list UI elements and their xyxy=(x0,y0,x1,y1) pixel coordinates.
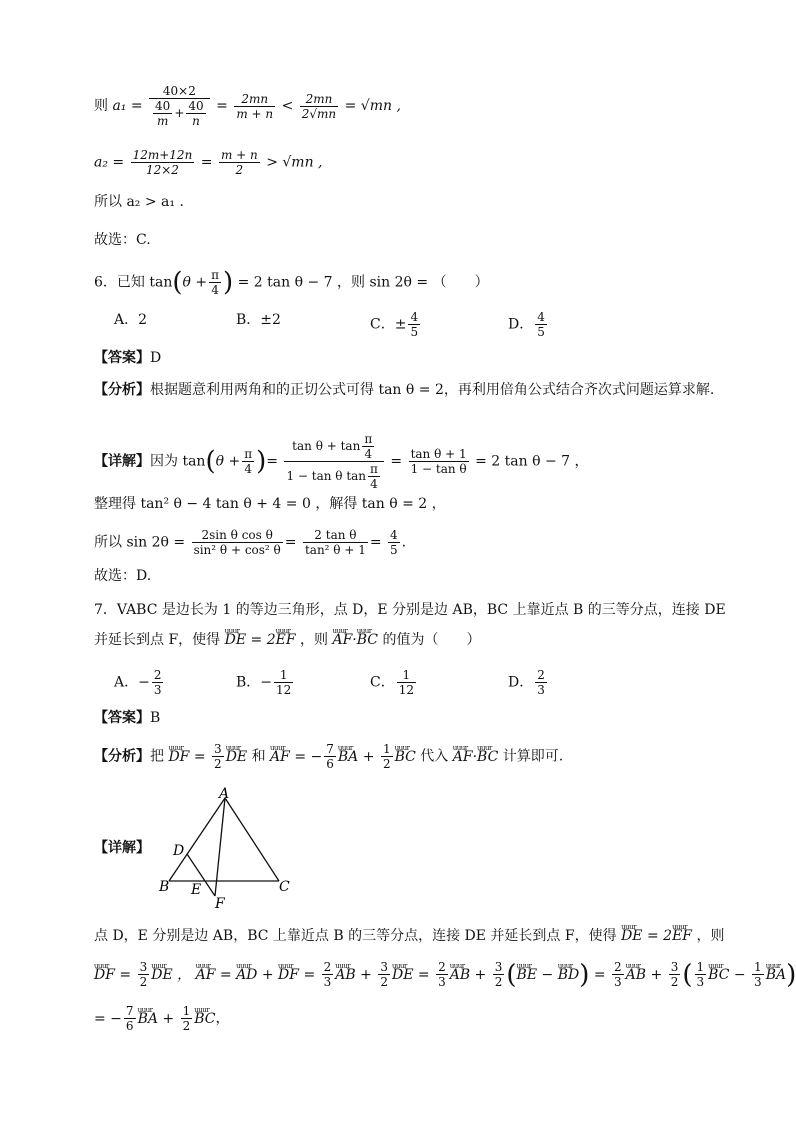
label-b: B xyxy=(159,879,170,895)
q6-stem: 6．已知 tan(θ + $\frac{\pi}{4}$ ) = 2 tan θ − 7 ，则 sin 2θ = （ ） xyxy=(94,267,489,298)
a2-equation: a₂ = $\frac{12m+12n}{12\times 2}$ = $\frac{m + n}{2}$ > √mn , xyxy=(94,148,323,177)
q7-option-c[interactable]: C． $\frac{1}{12}$ xyxy=(370,668,414,697)
q7-option-a[interactable]: A．− $\frac{2}{3}$ xyxy=(114,668,162,697)
label-f: F xyxy=(215,896,225,912)
a1-fraction: 40×2 $\frac{40}{m}$ + $\frac{40}{n}$ xyxy=(149,84,210,128)
fraction: $\frac{\text{tan θ + 1}}{\text{1 − tan θ}}$ xyxy=(410,447,467,476)
q6-option-b[interactable]: B．±2 xyxy=(236,312,281,328)
label-e: E xyxy=(191,882,202,898)
q7-stem-line2: 并延长到点 F，使得 uuur DE = 2uuur EF ，则 uuur AF·uuur BC 的值为（ ） xyxy=(94,630,480,650)
label-a: A xyxy=(219,786,230,802)
q6-option-d[interactable]: D． $\frac{4}{5}$ xyxy=(508,310,545,339)
q7-answer: 【答案】B xyxy=(94,710,161,726)
q7-detail-line3: = − $\frac{7}{6}$ uuur BA + $\frac{1}{2}$ uuur BC， xyxy=(94,1004,230,1033)
choice: 故选：C. xyxy=(94,232,151,248)
fraction: tan θ + tan $\frac{\pi}{4}$ 1 − tan θ tan $\frac{\pi}{4}$ xyxy=(284,432,383,491)
fraction: $\frac{\text{2sin θ cos θ}}{\text{sin² θ + cos² θ}}$ xyxy=(193,528,281,557)
q7-detail-line2: uuur DF = $\frac{3}{2}$ uuur DE ， uuur AF = uuur AD + uuur DF = $\frac{2}{3}$ uuur AB + $\frac{3}{2}$ uuur DE = $\frac{2}{3}$ uuur AB + $\frac{3}{2}$ (uuur BE − uuur BD) = $\frac{2}{3}$ uuur AB + $\frac{3}{2}$ ( $\frac{1}{3}$ uuur BC − $\frac{1}{3}$ uuur BA) xyxy=(94,960,796,989)
q6-option-c[interactable]: C．± $\frac{4}{5}$ xyxy=(370,310,419,339)
a1-lhs: a₁ = xyxy=(112,98,143,114)
label-d: D xyxy=(173,843,185,859)
fraction: $\frac{2mn}{2√mn}$ xyxy=(301,91,337,121)
q6-choice: 故选：D. xyxy=(94,568,152,584)
fraction: $\frac{m + n}{2}$ xyxy=(220,148,258,177)
q7-detail-line1: 点 D，E 分别是边 AB，BC 上靠近点 B 的三等分点，连接 DE 并延长到点 F，使得 uuur DE = 2uuur EF ，则 xyxy=(94,926,724,946)
label-c: C xyxy=(279,879,290,895)
fraction: $\frac{4}{5}$ xyxy=(390,528,398,557)
q7-stem-line1: 7．VABC 是边长为 1 的等边三角形，点 D，E 分别是边 AB，BC 上靠近点 B 的三等分点，连接 DE xyxy=(94,602,726,618)
fraction: $\frac{12m+12n}{12\times 2}$ xyxy=(132,148,193,177)
q7-analysis: 【分析】把 uuur DF = $\frac{3}{2}$ uuur DE 和 uuur AF = − $\frac{7}{6}$ uuur BA + $\frac{1}{2}$ uuur BC 代入 uuur AF·uuur BC 计算即可. xyxy=(94,742,563,771)
q6-detail: 【详解】因为 tan(θ + $\frac{\pi}{4}$ )= tan θ + tan $\frac{\pi}{4}$ 1 − tan θ tan $\frac{\pi}{4}$ = $\frac{\text{tan θ + 1}}{\text{1 − tan θ}}$ = 2 tan θ − 7 ， xyxy=(94,432,589,491)
q6-option-a[interactable]: A．2 xyxy=(114,312,148,328)
segment-ac xyxy=(225,798,279,881)
q7-option-b[interactable]: B．− $\frac{1}{12}$ xyxy=(236,668,292,697)
q7-option-d[interactable]: D． $\frac{2}{3}$ xyxy=(508,668,545,697)
q6-analysis: 【分析】根据题意利用两角和的正切公式可得 tan θ = 2，再利用倍角公式结合齐次式问题运算求解. xyxy=(94,382,715,398)
q6-sin: 所以 sin 2θ = $\frac{\text{2sin θ cos θ}}{\text{sin² θ + cos² θ}}$ = $\frac{\text{2 tan θ}}{\text{tan² θ + 1}}$ = $\frac{4}{5}$ . xyxy=(94,528,407,557)
q7-detail-tag: 【详解】 xyxy=(94,840,150,856)
q6-tidy: 整理得 tan² θ − 4 tan θ + 4 = 0 ，解得 tan θ = 2 ， xyxy=(94,496,446,512)
fraction: $\frac{2mn}{m + n}$ xyxy=(236,91,274,121)
fraction: $\frac{\text{2 tan θ}}{\text{tan² θ + 1}}$ xyxy=(304,528,366,557)
q6-answer: 【答案】D xyxy=(94,350,162,366)
prefix: 则 xyxy=(94,98,108,114)
a1-equation: 则 a₁ = 40×2 $\frac{40}{m}$ + $\frac{40}{n}$ = $\frac{2mn}{m + n}$ < $\frac{2mn}{2√mn}$ = √mn , xyxy=(94,84,401,128)
conclusion: 所以 a₂ > a₁ . xyxy=(94,194,184,210)
triangle-figure xyxy=(155,784,295,910)
